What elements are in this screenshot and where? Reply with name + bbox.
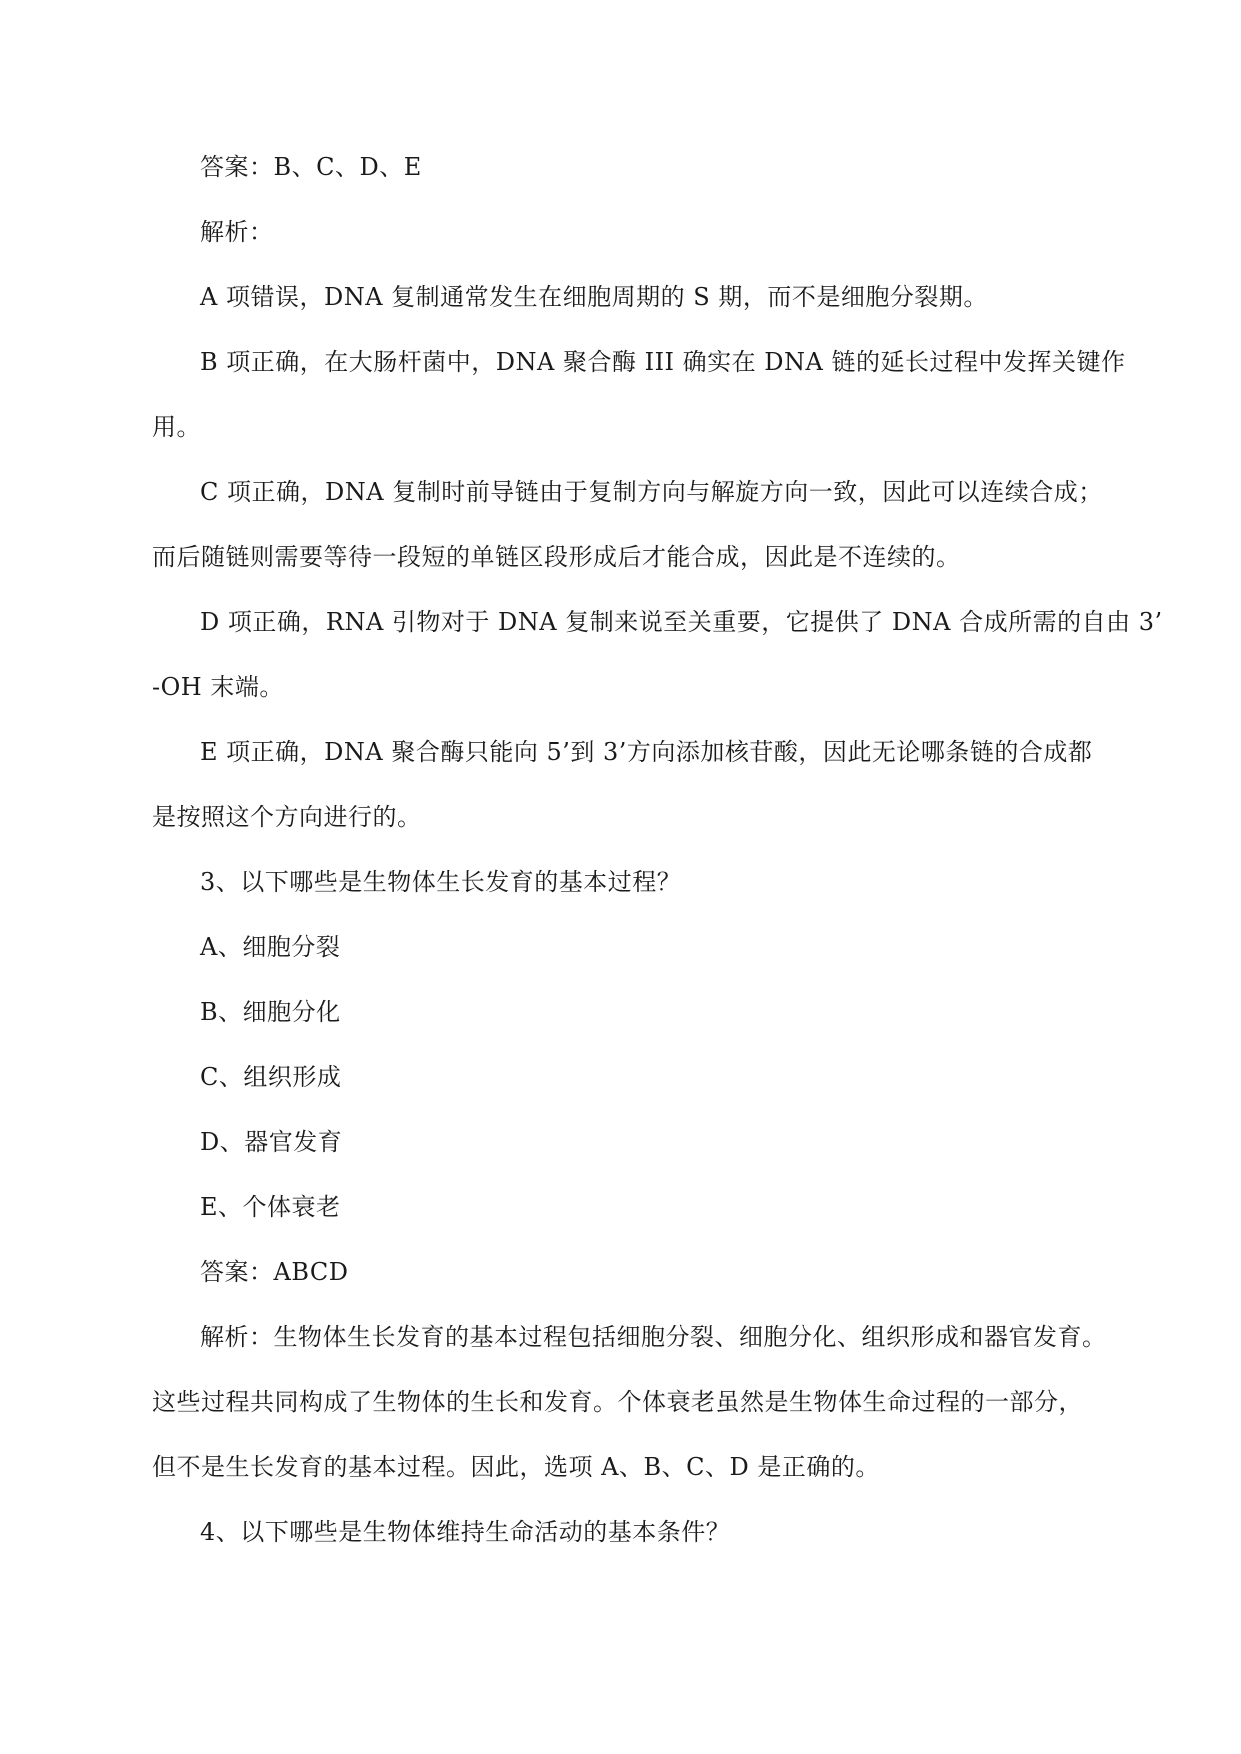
answer-line-q2: 答案：B、C、D、E — [200, 153, 422, 181]
analysis-option-b: B 项正确，在大肠杆菌中，DNA 聚合酶 III 确实在 DNA 链的延长过程中发挥关键作 — [200, 348, 1126, 376]
analysis-q3-line-2: 这些过程共同构成了生物体的生长和发育。个体衰老虽然是生物体生命过程的一部分， — [152, 1388, 1083, 1416]
analysis-option-d-cont: -OH 末端。 — [152, 673, 284, 701]
analysis-option-c: C 项正确，DNA 复制时前导链由于复制方向与解旋方向一致，因此可以连续合成； — [200, 478, 1103, 506]
analysis-option-a: A 项错误，DNA 复制通常发生在细胞周期的 S 期，而不是细胞分裂期。 — [200, 283, 988, 311]
analysis-option-e-cont: 是按照这个方向进行的。 — [152, 803, 422, 831]
analysis-q3-line-3: 但不是生长发育的基本过程。因此，选项 A、B、C、D 是正确的。 — [152, 1453, 880, 1481]
question-3: 3、以下哪些是生物体生长发育的基本过程？ — [200, 868, 682, 896]
analysis-q3-line-1: 解析：生物体生长发育的基本过程包括细胞分裂、细胞分化、组织形成和器官发育。 — [200, 1323, 1107, 1351]
analysis-option-d: D 项正确，RNA 引物对于 DNA 复制来说至关重要，它提供了 DNA 合成所需的自由 3’ — [200, 608, 1163, 636]
analysis-option-b-cont: 用。 — [152, 413, 201, 441]
q3-option-b: B、细胞分化 — [200, 998, 341, 1026]
q3-option-e: E、个体衰老 — [200, 1193, 341, 1221]
q3-option-a: A、细胞分裂 — [200, 933, 341, 961]
analysis-option-e: E 项正确，DNA 聚合酶只能向 5’到 3’方向添加核苷酸，因此无论哪条链的合成都 — [200, 738, 1093, 766]
question-4: 4、以下哪些是生物体维持生命活动的基本条件？ — [200, 1518, 731, 1546]
analysis-heading-q2: 解析： — [200, 218, 274, 246]
answer-line-q3: 答案：ABCD — [200, 1258, 349, 1286]
analysis-option-c-cont: 而后随链则需要等待一段短的单链区段形成后才能合成，因此是不连续的。 — [152, 543, 961, 571]
q3-option-c: C、组织形成 — [200, 1063, 342, 1091]
q3-option-d: D、器官发育 — [200, 1128, 343, 1156]
